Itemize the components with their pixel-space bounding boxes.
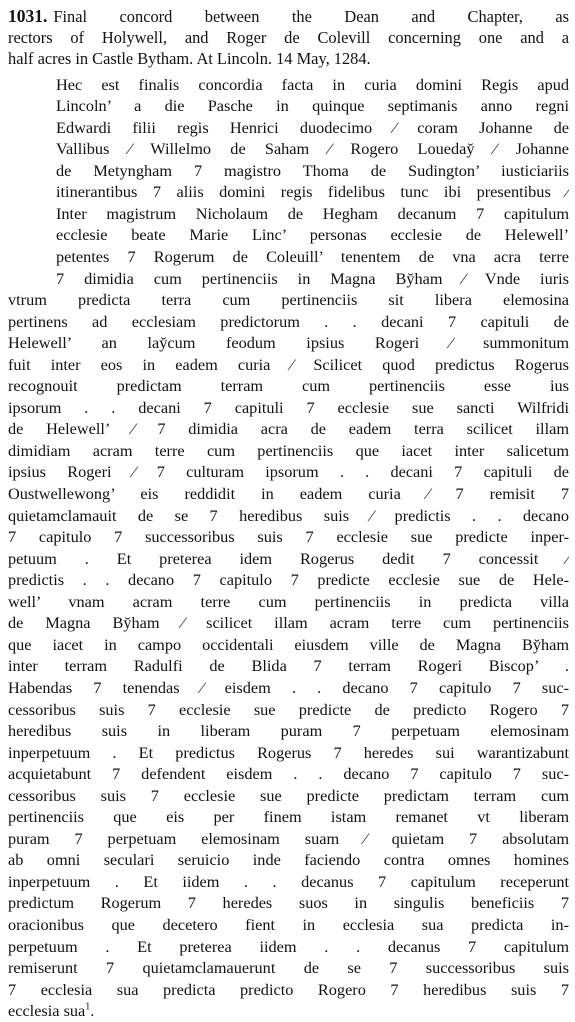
text-line: ab omni seculari seruicio inde faciendo contra omnes homines (8, 850, 569, 870)
text-line: cessoribus suis 7 ecclesie sue predicte predictam terram cum (8, 785, 569, 805)
text-line: pertinens ad ecclesiam predictorum . . decani 7 capituli de (8, 311, 569, 331)
text-line: inter terram Radulfi de Blida 7 terram Rogeri Biscop’ . (8, 656, 569, 676)
text-line: ipsius Rogeri ⁄ 7 culturam ipsorum . . decani 7 capituli de (8, 462, 569, 482)
text-line: remiserunt 7 quietamclamauerunt de se 7 successoribus suis (8, 958, 569, 978)
text-line: heredibus suis in liberam puram 7 perpetuam elemosinam (8, 721, 569, 741)
text-line: ecclesie beate Marie Linc’ personas ecclesie de Helewell’ (56, 225, 569, 245)
text-line: Vallibus ⁄ Willelmo de Saham ⁄ Rogero Loueday̆ ⁄ Johanne (56, 139, 569, 159)
text-line: recognouit predictam terram cum pertinenciis esse ius (8, 376, 569, 396)
entry-number: 1031. (8, 6, 48, 26)
text-line: 7 dimidia cum pertinenciis in Magna By̆ham ⁄ Vnde iuris (56, 268, 569, 288)
heading-line: rectors of Holywell, and Roger de Colevill concerning one and a (8, 27, 569, 47)
text-line: perpetuum . Et preterea iidem . . decanus 7 capitulum (8, 936, 569, 956)
text-line: predictis . . decano 7 capitulo 7 predicte ecclesie sue de Hele- (8, 570, 569, 590)
text-line: Edwardi filii regis Henrici duodecimo ⁄ coram Johanne de (56, 117, 569, 137)
text-line-final: ecclesia sua$^1$. (8, 1001, 95, 1021)
text-line: predictum Rogerum 7 heredes suos in singulis beneficiis 7 (8, 893, 569, 913)
text-line: fuit inter eos in eadem curia ⁄ Scilicet quod predictus Rogerus (8, 354, 569, 374)
text-line: ipsorum . . decani 7 capituli 7 ecclesie sue sancti Wilfridi (8, 397, 569, 417)
heading-line: half acres in Castle Bytham. At Lincoln. 14 May, 1284. (8, 49, 371, 69)
text-line: dimidiam acram terre cum pertinenciis que iacet inter salicetum (8, 440, 569, 460)
text-line: quietamclamauit de se 7 heredibus suis ⁄ predictis . . decano (8, 505, 569, 525)
text-line: petentes 7 Rogerum de Coleuill’ tenentem de vna acra terre (56, 247, 569, 267)
text-line: Helewell’ an lay̆cum feodum ipsius Rogeri ⁄ summonitum (8, 333, 569, 353)
text-line: vtrum predicta terra cum pertinenciis sit libera elemosina (8, 290, 569, 310)
text-line: Lincoln’ a die Pasche in quinque septimanis anno regni (56, 96, 569, 116)
text-line: Habendas 7 tenendas ⁄ eisdem . . decano 7 capitulo 7 suc- (8, 677, 569, 697)
charter-text (8, 74, 569, 1022)
entry-heading (8, 6, 569, 71)
text-line: cessoribus suis 7 ecclesie sue predicte de predicto Rogero 7 (8, 699, 569, 719)
text-line: 7 capitulo 7 successoribus suis 7 ecclesie sue predicte inper- (8, 527, 569, 547)
text-line: pertinenciis que eis per finem istam remanet vt liberam (8, 807, 569, 827)
text-line: itinerantibus 7 aliis domini regis fidelibus tunc ibi presentibus ⁄ (56, 182, 569, 202)
footnote-marker[interactable]: 1 (85, 1001, 91, 1013)
text-line: Inter magistrum Nicholaum de Hegham decanum 7 capitulum (56, 203, 569, 223)
text-line: que iacet in campo occidentali eiusdem ville de Magna By̆ham (8, 634, 569, 654)
text-line: de Magna By̆ham ⁄ scilicet illam acram terre cum pertinenciis (8, 613, 569, 633)
text-line: inperpetuum . Et predictus Rogerus 7 heredes sui warantizabunt (8, 742, 569, 762)
text-line: acquietabunt 7 defendent eisdem . . decano 7 capitulo 7 suc- (8, 764, 569, 784)
text-line: de Metyngham 7 magistro Thoma de Sudington’ iusticiariis (56, 160, 569, 180)
text-line: puram 7 perpetuam elemosinam suam ⁄ quietam 7 absolutam (8, 828, 569, 848)
text-line: Oustwellewong’ eis reddidit in eadem curia ⁄ 7 remisit 7 (8, 484, 569, 504)
text-line: de Helewell’ ⁄ 7 dimidia acra de eadem terra scilicet illam (8, 419, 569, 439)
text-line: Hec est finalis concordia facta in curia domini Regis apud (56, 74, 569, 94)
heading-line: 1031. Final concord between the Dean and Chapter, as (8, 6, 569, 26)
text-line: 7 ecclesia sua predicta predicto Rogero 7 heredibus suis 7 (8, 979, 569, 999)
text-line: petuum . Et preterea idem Rogerus dedit 7 concessit ⁄ (8, 548, 569, 568)
text-line: oracionibus que decetero fient in ecclesia sua predicta in- (8, 914, 569, 934)
text-line: inperpetuum . Et iidem . . decanus 7 capitulum receperunt (8, 871, 569, 891)
text-line: well’ vnam acram terre cum pertinenciis in predicta villa (8, 591, 569, 611)
